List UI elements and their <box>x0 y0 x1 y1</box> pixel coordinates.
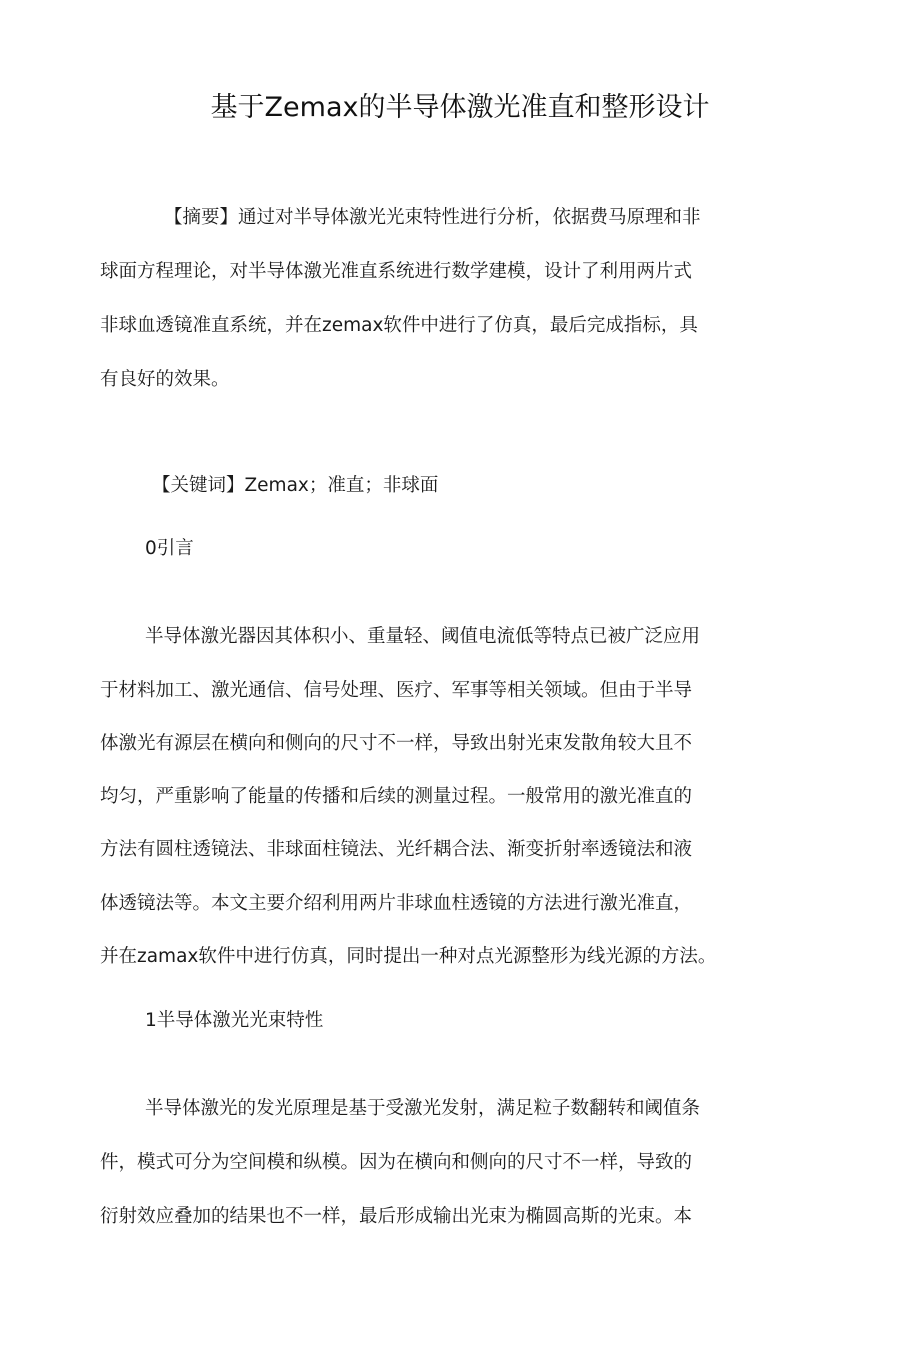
page-title: 基于Zemax的半导体激光准直和整形设计 <box>210 92 710 123</box>
keywords: 【关键词】Zemax；准直；非球面 <box>152 475 439 496</box>
abstract-line: 有良好的效果。 <box>100 369 230 390</box>
abstract-line: 【摘要】通过对半导体激光光束特性进行分析，依据费马原理和非 <box>164 207 701 228</box>
section-heading: 1半导体激光光束特性 <box>145 1010 324 1031</box>
section-heading: 0引言 <box>145 538 194 559</box>
paragraph-line: 并在zamax软件中进行仿真，同时提出一种对点光源整形为线光源的方法。 <box>100 946 717 967</box>
paragraph-line: 均匀，严重影响了能量的传播和后续的测量过程。一般常用的激光准直的 <box>100 786 693 807</box>
abstract-line: 非球血透镜准直系统，并在zemax软件中进行了仿真，最后完成指标，具 <box>100 315 698 336</box>
paragraph-line: 件，模式可分为空间模和纵模。因为在横向和侧向的尺寸不一样，导致的 <box>100 1152 693 1173</box>
paragraph-line: 半导体激光器因其体积小、重量轻、阈值电流低等特点已被广泛应用 <box>145 626 701 647</box>
paragraph-line: 衍射效应叠加的结果也不一样，最后形成输出光束为椭圆高斯的光束。本 <box>100 1206 693 1227</box>
paragraph-line: 体透镜法等。本文主要介绍利用两片非球血柱透镜的方法进行激光准直， <box>100 893 693 914</box>
paragraph-line: 半导体激光的发光原理是基于受激光发射，满足粒子数翻转和阈值条 <box>145 1098 701 1119</box>
paragraph-line: 体激光有源层在横向和侧向的尺寸不一样，导致出射光束发散角较大且不 <box>100 733 693 754</box>
paragraph-line: 方法有圆柱透镜法、非球面柱镜法、光纤耦合法、渐变折射率透镜法和液 <box>100 839 693 860</box>
paragraph-line: 于材料加工、激光通信、信号处理、医疗、军事等相关领域。但由于半导 <box>100 680 693 701</box>
abstract-line: 球面方程理论，对半导体激光准直系统进行数学建模，设计了利用两片式 <box>100 261 693 282</box>
